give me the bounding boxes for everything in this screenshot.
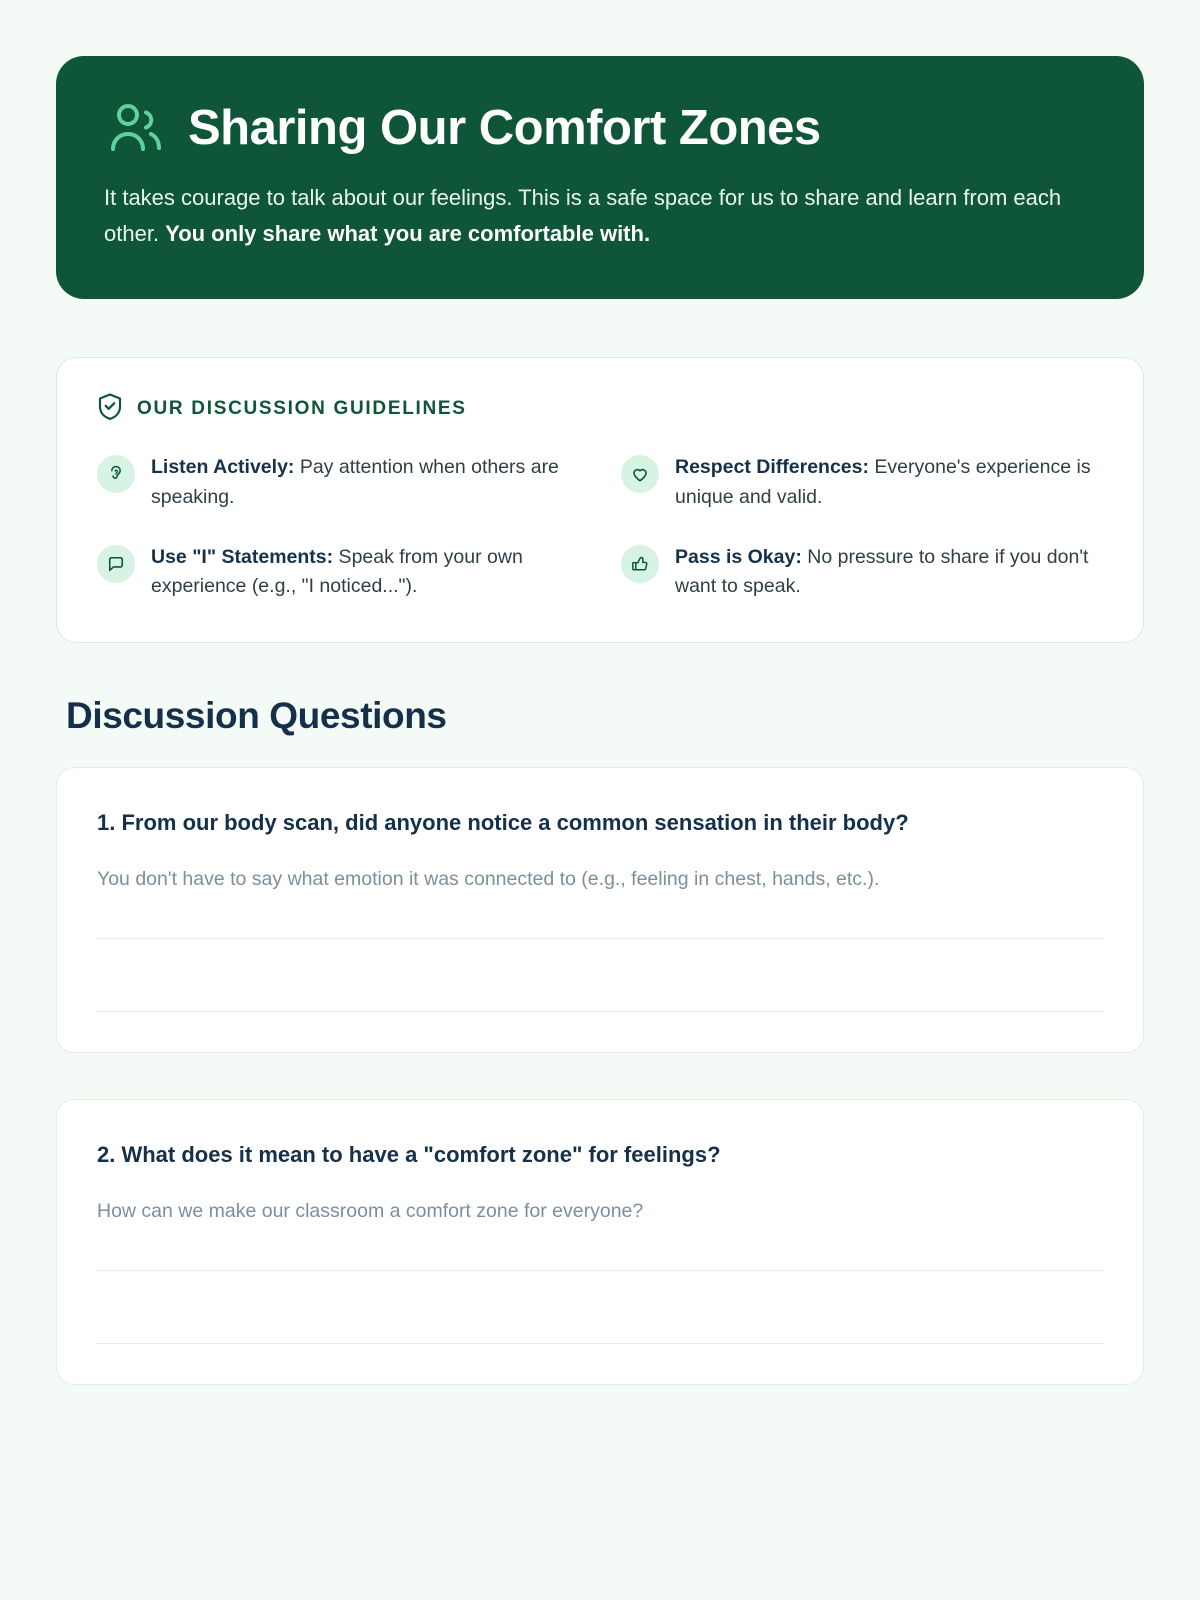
hero-subtitle-text: It takes courage to talk about our feelings. This is a safe space for us to share and learn from each other.: [104, 185, 1062, 246]
guideline-item-i-statements: [97, 543, 579, 602]
question-card-2: [56, 1099, 1144, 1385]
guideline-item-listen-actively: [97, 453, 579, 512]
guideline-item-respect-differences: [621, 453, 1103, 512]
guideline-text: [675, 543, 1103, 602]
guidelines-grid: [97, 453, 1103, 602]
guideline-text: [151, 543, 579, 602]
guideline-text: [151, 453, 579, 512]
guideline-title: Respect Differences:: [675, 456, 869, 479]
question-hint: You don't have to say what emotion it was connected to (e.g., feeling in chest, hands, etc.).: [97, 867, 880, 890]
hero-banner: [56, 56, 1144, 299]
guideline-text: [675, 453, 1103, 512]
answer-line[interactable]: [97, 1270, 1103, 1271]
heart-icon: [621, 455, 659, 493]
question-title: 2. What does it mean to have a "comfort zone" for feelings?: [97, 1141, 721, 1167]
guidelines-card: [56, 357, 1144, 643]
answer-line[interactable]: [97, 938, 1103, 939]
answer-lines[interactable]: [97, 1270, 1103, 1344]
people-group-icon: [104, 100, 166, 158]
answer-line[interactable]: [97, 1011, 1103, 1012]
ear-icon: [97, 455, 135, 493]
guidelines-heading: OUR DISCUSSION GUIDELINES: [137, 397, 467, 419]
shield-check-icon: [97, 392, 123, 425]
guideline-body: Speak from your own experience (e.g., "I noticed...").: [151, 545, 523, 598]
question-card-1: [56, 767, 1144, 1053]
guideline-body: No pressure to share if you don't want to speak.: [675, 545, 1089, 598]
hero-subtitle: [104, 180, 1064, 251]
answer-line[interactable]: [97, 1343, 1103, 1344]
chat-bubble-icon: [97, 545, 135, 583]
guideline-item-pass-is-okay: [621, 543, 1103, 602]
section-title-discussion-questions: Discussion Questions: [66, 694, 447, 736]
guideline-body: Everyone's experience is unique and valid.: [675, 456, 1091, 508]
answer-lines[interactable]: [97, 938, 1103, 1012]
question-title: 1. From our body scan, did anyone notice a common sensation in their body?: [97, 809, 909, 835]
question-hint: How can we make our classroom a comfort zone for everyone?: [97, 1199, 644, 1222]
hero-subtitle-emphasis: You only share what you are comfortable with.: [165, 220, 651, 246]
guideline-title: Use "I" Statements:: [151, 545, 334, 568]
guideline-body: Pay attention when others are speaking.: [151, 456, 559, 508]
hero-title-row: [104, 100, 1096, 158]
guideline-title: Pass is Okay:: [675, 545, 802, 568]
guideline-title: Listen Actively:: [151, 456, 295, 479]
guidelines-header: [97, 392, 1103, 425]
thumbs-up-icon: [621, 545, 659, 583]
page-title: Sharing Our Comfort Zones: [188, 101, 821, 156]
